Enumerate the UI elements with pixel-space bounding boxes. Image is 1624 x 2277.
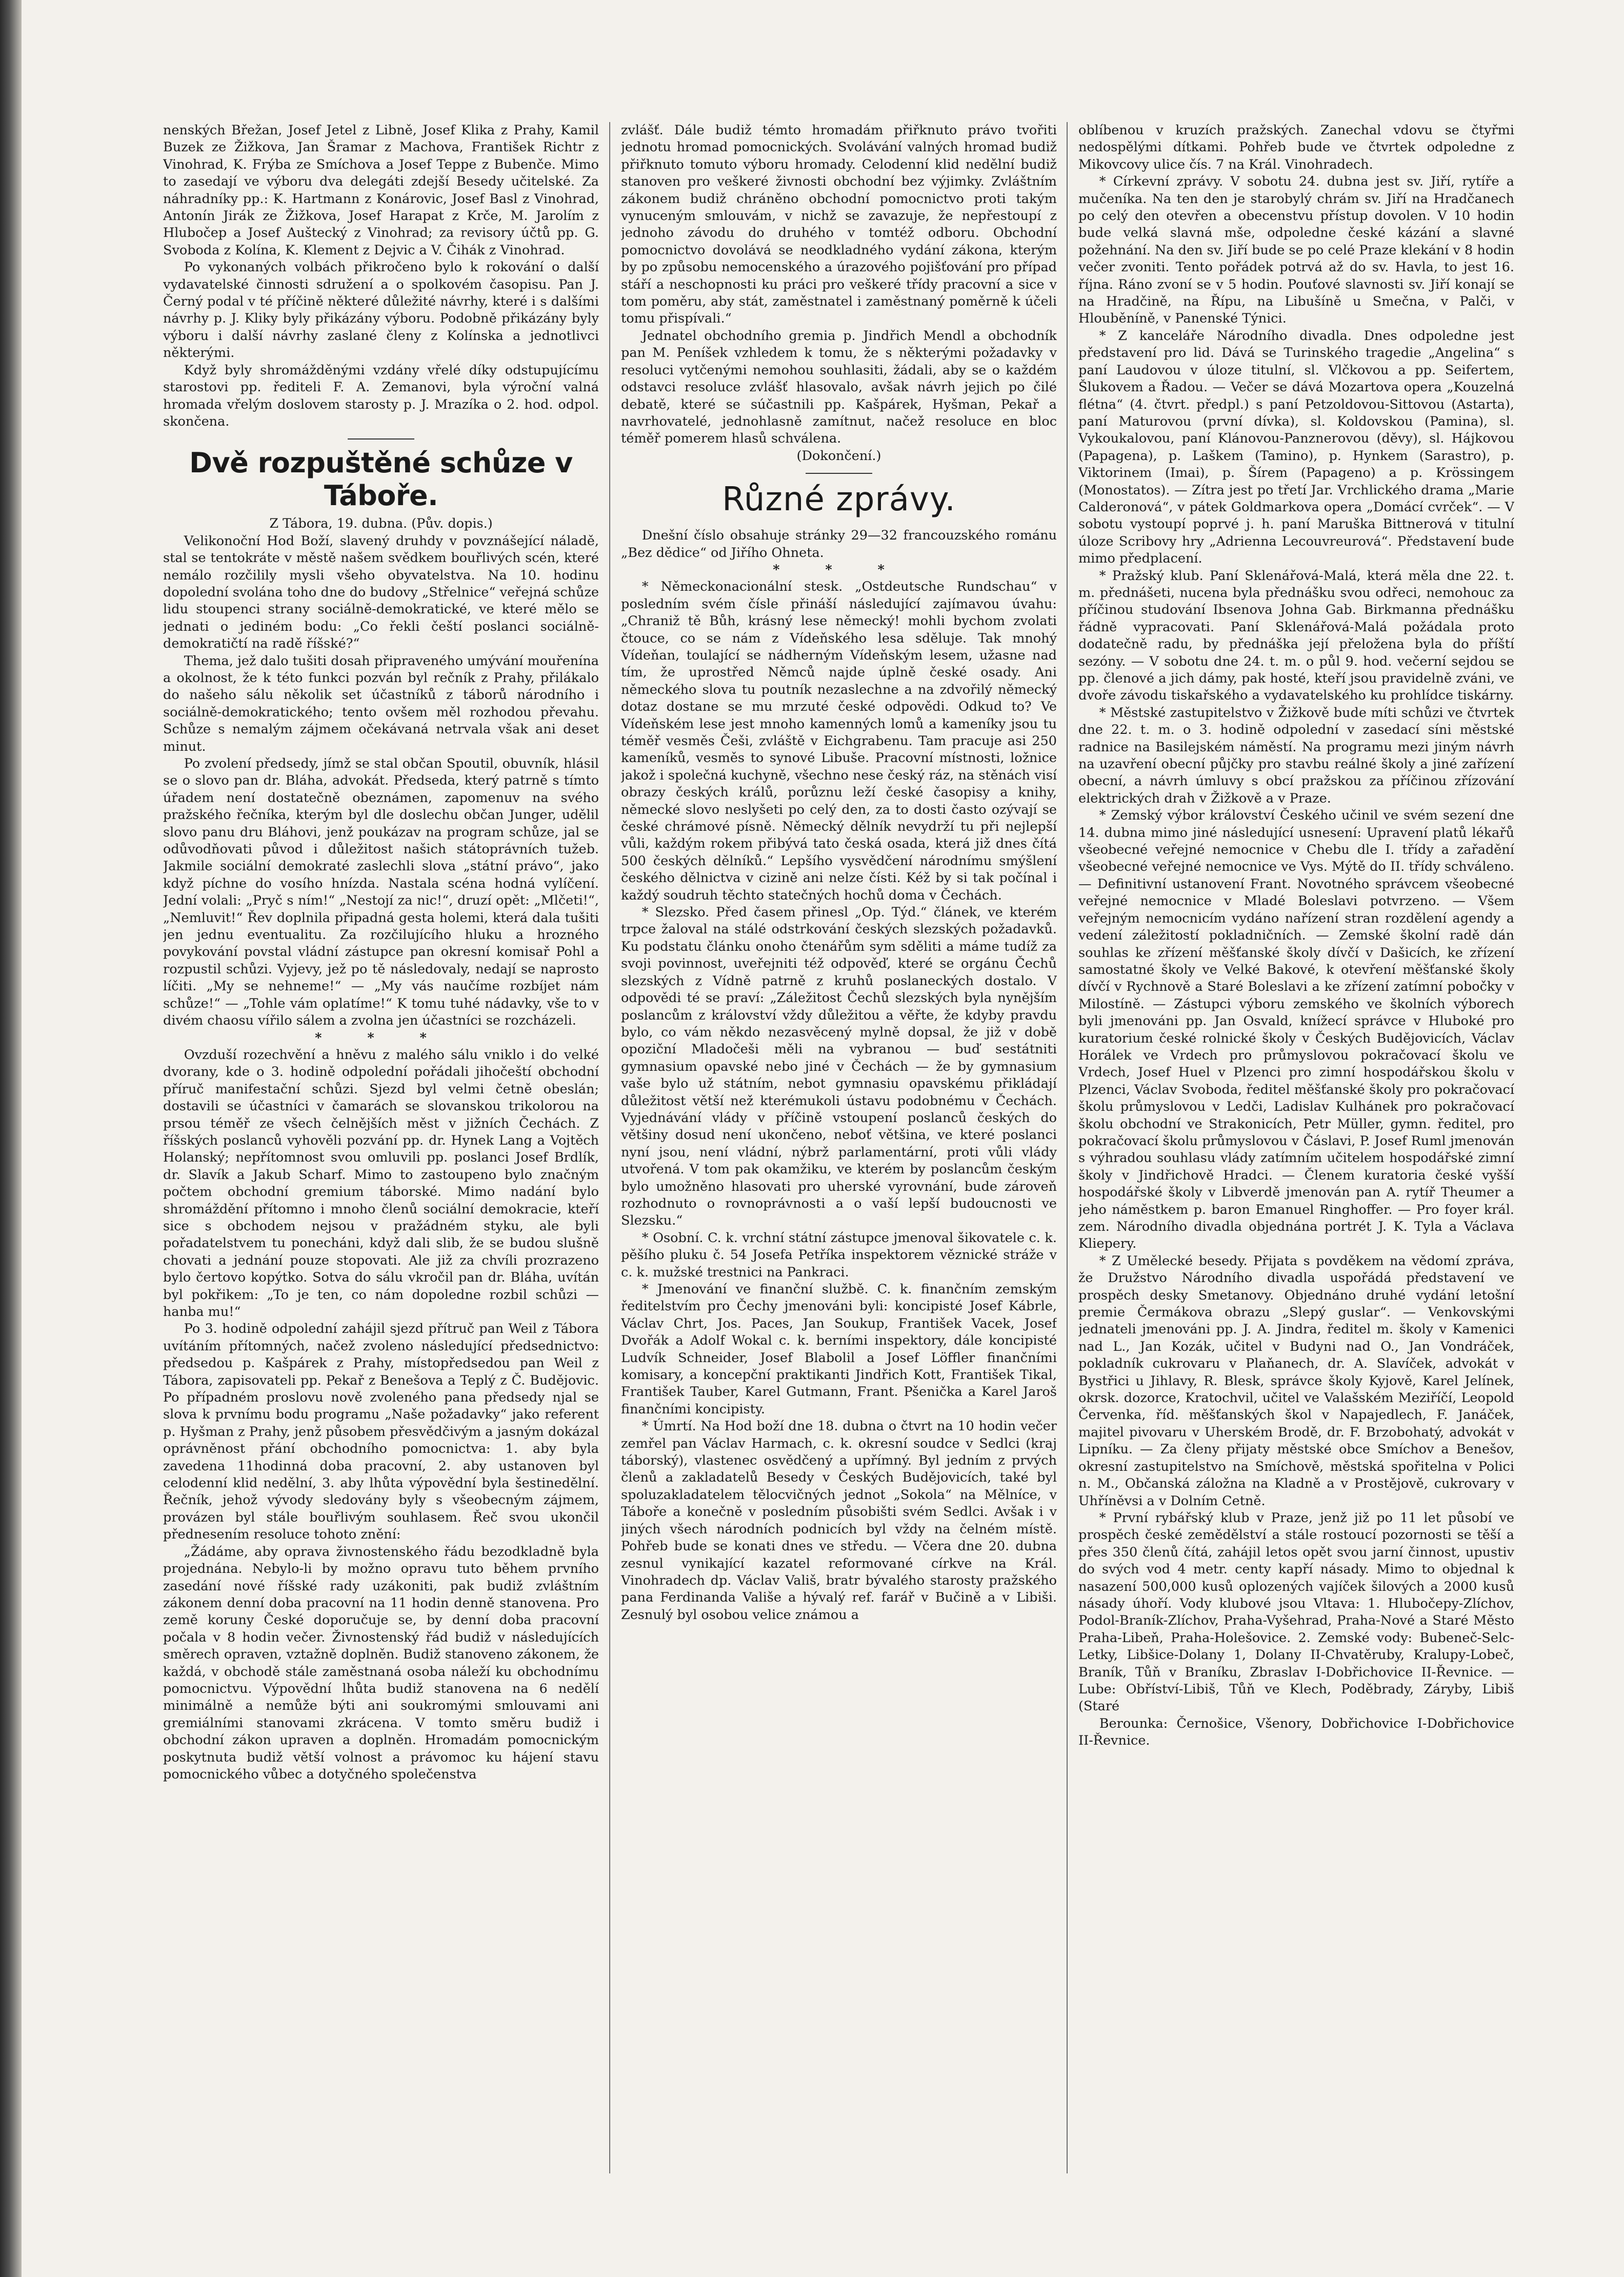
article-paragraph: Ovzduší rozechvění a hněvu z malého sálu vniklo i do velké dvorany, kde o 3. hodině odpolední pořádali jihočeští obchodní příruč manifestační schůzi. Sjezd byl velmi četně obeslán; dostavili se účastníci v čamarách se slovanskou trikolorou na prsou téměř ze všech čelnějších měst v jižních Čechách. Z říšských poslanců vyhověli pozvání pp. dr. Hynek Lang a Vojtěch Holanský; nepřítomnost svou omluvili pp. poslanci Josef Brdlík, dr. Slavík a Jakub Scharf. Mimo to zastoupeno bylo značným počtem obchodní gremium táborské. Mimo nadání bylo shromáždění přítomno i mnoho členů sociální demokracie, kteří sice s obchodem nejsou v pražádném styku, ale byli pořadatelstvem tu ponecháni, když dali slib, že se budou slušně chovati a jednání pouze stopovati. Ale již za chvíli prozrazeno bylo čertovo kopýtko. Sotva do sálu vkročil pan dr. Bláha, uvítán byl pokřikem: „To je ten, co nám dopoledne rozbil schůzi — hanba mu!“	[163, 1047, 599, 1320]
news-item: * Z Umělecké besedy. Přijata s povděkem na vědomí zpráva, že Družstvo Národního divadla uspořádá představení ve prospěch desky Smetanovy. Objednáno druhé vydání letošní premie Čermákova obrazu „Slepý guslar“. — Venkovskými jednateli jmenováni pp. J. A. Jindra, ředitel m. školy v Kamenici nad L., Jan Kozák, učitel v Budyni nad O., Jan Vondráček, pokladník cukrovaru v Plaňanech, dr. A. Slavíček, advokát v Bystřici u Jihlavy, R. Blesk, správce školy Kyjově, Karel Jelínek, okrsk. dozorce, Kratochvil, učitel ve Valašském Meziříčí, Leopold Červenka, říd. měšťanských škol v Napajedlech, F. Janáček, majitel pivovaru v Uherském Brodě, dr. F. Brzobohatý, advokát v Lipníku. — Za členy přijaty městské obce Smíchov a Benešov, okresní zastupitelstvo na Smíchově, městská spořitelna v Polici n. M., Občanská záložna na Kladně a v Prostějově, cukrovary v Uhříněvsi a v Dolním Cetně.	[1078, 1253, 1514, 1509]
article-paragraph: Po 3. hodině odpolední zahájil sjezd přítruč pan Weil z Tábora uvítáním přítomných, načež zvoleno následující předsednictvo: předsedou p. Kašpárek z Prahy, místopředsedou pan Weil z Tábora, zapisovateli pp. Pekař z Benešova a Teplý z Č. Budějovic. Po případném proslovu nově zvoleného pana předsedy njal se slova k prvnímu bodu programu „Naše požadavky“ jako referent p. Hyšman z Prahy, jenž působem přesvědčivým a jasným dokázal oprávněnost přání obchodního pomocnictva: 1. aby byla zavedena 11hodinná doba pracovní, 2. aby ustanoven byl celodenní klid nedělní, 3. aby lhůta výpovědní byla šestinedělní. Řečník, jehož vývody sledovány byly s všeobecným zájmem, provázen byl stále bouřlivým souhlasem. Řeč svou ukončil přednesením resoluce tohoto znění:	[163, 1321, 599, 1543]
news-item: * Pražský klub. Paní Sklenářová-Malá, která měla dne 22. t. m. přednášeti, nucena byla přednášku svou odřeci, nemohouc za příčinou studování Ibsenova Johna Gab. Birkmanna přednášku řádně vypracovati. Paní Sklenářová-Malá požádala proto dodatečně radu, by přednáška její přeložena byla do příští sezóny. — V sobotu dne 24. t. m. o půl 9. hod. večerní sejdou se pp. členové a jich dámy, pak hosté, kteří jsou pravidelně zváni, ve dvoře závodu tiskařského a vydavatelského ku prohlídce tiskárny.	[1078, 568, 1514, 704]
column-2	[621, 122, 1057, 2225]
news-item: * Slezsko. Před časem přinesl „Op. Týd.“ článek, ve kterém trpce žaloval na stálé odstrkování českých slezských požadavků. Ku podstatu článku onoho čtenářům sym sděliti a máme tudíž za svoji povinnost, uveřejniti též odpověď, které se orgánu Čechů slezských z Vídně patrně z kruhů poslaneckých dostalo. V odpovědi té se praví: „Záležitost Čechů slezských byla nynějším poslancům z království vždy důležitou a věřte, že kdyby pravdu bylo, co vám někdo nezasvěcený mylně dopsal, že již v době opoziční Mladočeši měli na vybranou — buď sestátniti gymnasium opavské nebo jiné v Čechách — že by gymnasium vaše bylo už státním, nebot gymnasiu opavskému přikládají důležitost větší než kterémukoli ústavu podobnému v Čechách. Vyjednávání vlády v příčině vstoupení poslanců českých do většiny dosud není ukončeno, neboť většina, ve které poslanci nyní jsou, není vládní, nýbrž parlamentární, proti vůli vlády utvořená. V tom pak okamžiku, ve kterém by poslancům českým bylo umožněno hlasovati pro uherské vyrovnání, bude zároveň rozhodnuto o rovnoprávnosti a o vaší lepší budoucnosti ve Slezsku.“	[621, 905, 1057, 1229]
continuation-note: (Dokončení.)	[796, 448, 881, 464]
column-3	[1078, 122, 1514, 2225]
dateline: Z Tábora, 19. dubna. (Pův. dopis.)	[269, 516, 493, 532]
article-paragraph: Velikonoční Hod Boží, slavený druhdy v povznášející náladě, stal se tentokráte v městě našem svědkem bouřlivých scén, které nemálo rozčilily mysli všeho obyvatelstva. Na 10. hodinu dopolední svolána toho dne do budovy „Střelnice“ veřejná schůze lidu stoupenci strany sociálně-demokratické, ve které mělo se jednati o jediném bodu: „Co řekli čeští poslanci sociálně-demokratičtí na radě říšské?“	[163, 533, 599, 652]
article-paragraph: Jednatel obchodního gremia p. Jindřich Mendl a obchodník pan M. Peníšek vzhledem k tomu, že s některými požadavky v resoluci vytčenými nemohou souhlasiti, žádali, aby se o každém odstavci resoluce zvlášť hlasovalo, avšak návrh jejich po čilé debatě, které se súčastnili pp. Kašpárek, Hyšman, Pekař a navrhovatelé, jednohlasně zamítnut, načež resoluce en bloc téměř pomerem hlasů schválena.	[621, 328, 1057, 447]
news-item: * Zemský výbor království Českého učinil ve svém sezení dne 14. dubna mimo jiné následující usnesení: Upravení platů lékařů všeobecné veřejné nemocnice v Chebu dle I. třídy a zařadění všeobecné veřejné nemocnice ve Vys. Mýtě do II. třídy schváleno. — Definitivní ustanovení Frant. Novotného správcem všeobecné veřejné nemocnice v Mladé Boleslavi potvrzeno. — Všem veřejným nemocnicím vydáno nařízení stran rozdělení agendy a vedení záležitostí pokladničních. — Zemské školní radě dán souhlas ke zřízení měšťanské školy dívčí v Dašicích, ke zřízení samostatné školy ve Velké Bakové, k otevření měšťanské školy dívčí v Rychnově a Staré Boleslavi a ke zřízení zatímní pobočky v Milostíně. — Zástupci výboru zemského ve školních výborech byli jmenováni pp. Jan Osvald, knížecí správce v Hluboké pro kuratorium české rolnické školy v Českých Budějovicích, Václav Horálek ve Vrdech pro průmyslovou pokračovací školu ve Vrdech, Josef Huel v Plzenci pro zimní hospodářskou školu v Plzenci, Václav Svoboda, ředitel měšťanské školy pro pokračovací školu průmyslovou v Ledči, Ladislav Kulhánek pro pokračovací školu obchodní ve Strakonicích, Petr Müller, gymn. ředitel, pro pokračovací školu průmyslovou v Čáslavi, P. Josef Ruml jmenován s výhradou souhlasu vlády zatímním učitelem hospodářské zimní školy v Jindřichově Hradci. — Členem kuratoria české vyšší hospodářské školy v Libverdě jmenován pan A. rytíř Theumer a jeho náměstkem p. baron Emanuel Ringhoffer. — Pro foyer král. zem. Národního divadla objednána portrét J. K. Tyla a Václava Kliepery.	[1078, 808, 1514, 1252]
news-item: * Německonacionální stesk. „Ostdeutsche Rundschau“ v posledním svém čísle přináší následující zajímavou úvahu: „Chraniž tě Bůh, krásný lese německý! mohli bychom zvolati čtouce, co se nám z Vídeňského lesa sděluje. Tak mnohý Vídeňan, toulající se nádherným Vídeňským lesem, užasne nad tím, že uprostřed Němců najde úplně české osady. Ani německého slova tu poutník nezaslechne a na zdvořilý německý dotaz dostane se mu mrzuté české odpovědi. Odkud to? Ve Vídeňském lese jest mnoho kamenných lomů a kameníky jsou tu téměř vesměs Češi, zvláště v Eichgrabenu. Tam pracuje asi 250 kameníků, vesměs to synové Libuše. Pracovní místnosti, ložnice jakož i společná kuchyně, všechno nese český ráz, na stěnách visí obrazy českých králů, porůznu leží české časopisy a knihy, německé slovo neslyšeti po celý den, za to dosti často ozývají se české chrámové písně. Německý dělník nevydrží tu při nejlepší vůli, každým rokem přibývá tato česká osada, která již dnes čítá 500 českých dělníků.“ Lepšího vysvědčení národnímu smýšlení českého dělnictva v cizině ani nelze čísti. Kéž by si tak počínal i každý soudruh těchto statečných hochů doma v Čechách.	[621, 579, 1057, 903]
section-headline: Různé zprávy.	[722, 481, 956, 519]
section-stars: * * *	[315, 1030, 447, 1046]
news-item: * Osobní. C. k. vrchní státní zástupce jmenoval šikovatele c. k. pěšího pluku č. 54 Josefa Petříka inspektorem věznické stráže v c. k. mužské trestnici na Pankraci.	[621, 1230, 1057, 1280]
column-rule	[1067, 122, 1068, 2173]
news-item: * Jmenování ve finanční službě. C. k. finančním zemským ředitelstvím pro Čechy jmenováni byli: koncipisté Josef Kábrle, Václav Chrt, Jos. Paces, Jan Soukup, František Vacek, Josef Dvořák a Adolf Wokal c. k. berními inspektory, dále koncipisté Ludvík Schneider, Josef Blabolil a Josef Löffler finančními komisary, a koncepční praktikanti Jindřich Kott, František Tikal, František Tauber, Karel Gutmann, Frant. Pšenička a Karel Jaroš finančními koncipisty.	[621, 1282, 1057, 1417]
news-item: * Z kanceláře Národního divadla. Dnes odpoledne jest představení pro lid. Dává se Turinského tragedie „Angelina“ s paní Laudovou v úloze titulní, sl. Vlčkovou a pp. Seifertem, Šlukovem a Řadou. — Večer se dává Mozartova opera „Kouzelná flétna“ (4. čtvrt. předpl.) s paní Petzoldovou-Sittovou (Astarta), paní Maturovou (první dívka), sl. Koldovskou (Pamina), sl. Vykoukalovou, paní Klánovou-Panznerovou (děvy), sl. Hájkovou (Papagena), p. Laškem (Tamino), p. Hynkem (Sarastro), p. Viktorinem (Imai), p. Šírem (Papageno) a p. Krössingem (Monostatos). — Zítra jest po třetí Jar. Vrchlického drama „Marie Calderonová“, v pátek Goldmarkova opera „Domácí cvrček“. — V sobotu vystoupí poprvé j. h. paní Maruška Bittnerová v titulní úloze Scribovy hry „Adrienna Lecouvreurová“. Představení bude mimo předplacení.	[1078, 328, 1514, 567]
article-paragraph: Thema, jež dalo tušiti dosah připraveného umývání mouřenína a okolnost, že k této funkci pozván byl rečník z Prahy, přilákalo do našeho sálu několik set účastníků z táborů národního i sociálně-demokratického; tento ovšem měl rozhodou převahu. Schůze s nemalým zájmem očekávaná netrvala však ani deset minut.	[163, 653, 599, 754]
section-divider	[806, 473, 872, 474]
news-item: * Církevní zprávy. V sobotu 24. dubna jest sv. Jiří, rytíře a mučeníka. Na ten den je starobylý chrám sv. Jiří na Hradčanech po celý den otevřen a obecenstvu přístup dovolen. V 10 hodin bude velká slavná mše, odpoledne české kázání a slavné požehnání. Na den sv. Jiří bude se po celé Praze klekání v 8 hodin večer zvoniti. Tento pořádek potrvá až do sv. Havla, to jest 16. října. Ráno zvoní se v 5 hodin. Pouťové slavnosti sv. Jiří konají se na Hradčině, na Řípu, na Libušíně u Smečna, v Palči, v Hlouběníně, v Panenské Týnici.	[1078, 174, 1514, 327]
article-paragraph: Když byly shromážděnými vzdány vřelé díky odstupujícímu starostovi pp. řediteli F. A. Zemanovi, byla výroční valná hromada vřelým doslovem starosty p. J. Mrazíka o 2. hod. odpol. skončena.	[163, 362, 599, 429]
section-stars: * * *	[773, 562, 905, 577]
article-paragraph: Po zvolení předsedy, jímž se stal občan Spoutil, obuvník, hlásil se o slovo pan dr. Bláha, advokát. Předseda, který patrně s tímto úřadem není dostatečně obeznámen, zapomenuv na svého pražského řečníka, kterým byl dle doslechu občan Junger, udělil slovo panu dru Bláhovi, jenž poukázav na program schůze, jal se odůvodňovati původ i důležitost našich státoprávních tužeb. Jakmile sociální demokraté zaslechli slova „státní právo“, jako když píchne do vosího hnízda. Nastala scéna hodná vylíčení. Jední volali: „Pryč s ním!“ „Nestojí za nic!“, druzí opět: „Mlčeti!“, „Nemluvit!“ Řev doplnila připadná gesta holemi, která dala tušiti jen jednu eventualitu. Za rozčilujícího hluku a hrozného povykování povstal vládní zástupce pan okresní komisař Pohl a rozpustil schůzi. Vyjevy, jež po tě následovaly, nedají se naprosto líčiti. „My se nehneme!“ — „My vás naučíme rozbíjet nám schůze!“ — „Tohle vám oplatíme!“ K tomu tuhé nádavky, vše to v divém chaosu vířilo sálem a zvolna jen účastníci se rozcházeli.	[163, 756, 599, 1029]
news-item: * Úmrtí. Na Hod boží dne 18. dubna o čtvrt na 10 hodin večer zemřel pan Václav Harmach, c. k. okresní soudce v Sedlci (kraj táborský), vlastenec osvědčený a upřímný. Byl jedním z prvých členů a zakladatelů Besedy v Českých Budějovicích, také byl spoluzakladatelem tělocvičných jednot „Sokola“ na Mělníce, v Táboře a konečně v posledním působišti svém Sedlci. Avšak i v jiných všech národních podnicích byl vždy na čelném místě. Pohřeb bude se konati dnes ve středu. — Včera dne 20. dubna zesnul vynikající kazatel reformované církve na Král. Vinohradech dp. Václav Vališ, bratr bývalého starosty pražského pana Ferdinanda Vališe a hývalý ref. farář v Bučině a v Libiši. Zesnulý byl osobou velice známou a	[621, 1419, 1057, 1623]
article-paragraph: „Žádáme, aby oprava živnostenského řádu bezodkladně byla projednána. Nebylo-li by možno opravu tuto během prvního zasedání nové říšské rady uzákoniti, pak budiž zvláštním zákonem denní doba pracovní na 11 hodin denně stanovena. Pro země koruny České doporučuje se, by denní doba pracovní počala v 8 hodin večer. Živnostenský řád budiž v následujících směrech opraven, vztažně doplněn. Budiž stanoveno zákonem, že každá, v obchodě stále zaměstnaná osoba náleží ku obchodnímu pomocnictvu. Výpovědní lhůta budiž stanovena na 6 nedělí minimálně a nemůže býti ani soukromými smlouvami ani gremiálními stanovami zkrácena. V tomto směru budiž i obchodní zákon upraven a doplněn. Hromadám pomocnickým poskytnuta budiž větší volnost a právomoc ku hájení stavu pomocnického vůbec a dotyčného společenstva	[163, 1544, 599, 1782]
article-paragraph: oblíbenou v kruzích pražských. Zanechal vdovu se čtyřmi nedospělými dítkami. Pohřeb bude ve čtvrtek odpoledne z Mikovcovy ulice čís. 7 na Král. Vinohradech.	[1078, 123, 1514, 172]
news-item: * Městské zastupitelstvo v Žižkově bude míti schůzi ve čtvrtek dne 22. t. m. o 3. hodině odpolední v zasedací síni městské radnice na Basilejském náměstí. Na programu mezi jiným návrh na uzavření obecní půjčky pro stavbu reálné školy a jiné zařízení obecní, a návrh úmluvy s obcí pražskou za příčinou zřízování elektrických drah v Žižkově a v Praze.	[1078, 705, 1514, 806]
news-item: * První rybářský klub v Praze, jenž již po 11 let působí ve prospěch české zemědělství a stále rostoucí pozornosti se těší a přes 350 členů čítá, zahájil letos opět svou jarní činnost, upustiv do svých vod 4 metr. centy kapří násady. Mimo to objednal k nasazení 500,000 kusů oplozených vajíček šilových a 2000 kusů násady úhoří. Vody klubové jsou Vltava: 1. Hlubočepy-Zlíchov, Podol-Braník-Zlíchov, Praha-Vyšehrad, Praha-Nové a Staré Město Praha-Libeň, Praha-Holešovice. 2. Zemské vody: Bubeneč-Selc-Letky, Libšice-Dolany 1, Dolany II-Chvatěruby, Kralupy-Lobeč, Braník, Tůň v Braníku, Zbraslav I-Dobřichovice II-Řevnice. — Lube: Obříství-Libiš, Tůň ve Klech, Poděbrady, Záryby, Libiš (Staré	[1078, 1510, 1514, 1714]
article-paragraph: Po vykonaných volbách přikročeno bylo k rokování o další vydavatelské činnosti sdružení a o spolkovém časopisu. Pan J. Černý podal v té příčině některé důležité návrhy, které i s dalšími návrhy p. J. Kliky byly přikázány výboru. Podobně přikázány byly výboru i další návrhy zaslané členy z Kolínska a jednotlivci některými.	[163, 259, 599, 361]
news-item: Berounka: Černošice, Všenory, Dobřichovice I-Dobřichovice II-Řevnice.	[1078, 1715, 1514, 1749]
article-paragraph: Dnešní číslo obsahuje stránky 29—32 francouzského románu „Bez dědice“ od Jiřího Ohneta.	[621, 528, 1057, 561]
column-rule	[609, 122, 610, 2173]
column-1	[163, 122, 599, 2225]
article-headline: Dvě rozpuštěné schůze v Táboře.	[189, 447, 573, 512]
binding-edge	[0, 0, 22, 2277]
newspaper-page	[163, 122, 1525, 2225]
article-paragraph: zvlášť. Dále budiž témto hromadám přiřknuto právo tvořiti jednotu hromad pomocnických. Svolávání valných hromad budiž přiřknuto tomuto výboru hromady. Celodenní klid nedělní budiž stanoven pro veškeré živnosti obchodní bez výjimky. Zvláštním zákonem budiž chráněno obchodní pomocnictvo proti takým vynuceným smlouvám, v nichž se zavazuje, že nepřestoupí z jednoho závodu do druhého v tomtéž odboru. Obchodní pomocnictvo dovolává se neodkladného vydání zákona, kterým by po způsobu nemocenského a úrazového pojišťování pro případ stáří a neschopnosti ku práci pro veškeré třídy pracovní a sice v tom poměru, aby stát, zaměstnatel i zaměstnaný poměrně k účeli tomu přispívali.“	[621, 123, 1057, 327]
article-paragraph: nenských Břežan, Josef Jetel z Libně, Josef Klika z Prahy, Kamil Buzek ze Žižkova, Jan Šramar z Machova, František Richtr z Vinohrad, K. Frýba ze Smíchova a Josef Teppe z Bubenče. Mimo to zasedají ve výboru dva delegáti zdejší Besedy učitelské. Za náhradníky pp.: K. Hartmann z Konárovic, Josef Basl z Vinohrad, Antonín Jirák ze Žižkova, Josef Harapat z Krče, M. Jarolím z Hlubočep a Josef Auštecký z Vinohrad; za revisory účtů pp. G. Svoboda z Kolína, K. Klement z Dejvic a V. Čihák z Vinohrad.	[163, 123, 599, 258]
section-divider	[348, 438, 414, 440]
